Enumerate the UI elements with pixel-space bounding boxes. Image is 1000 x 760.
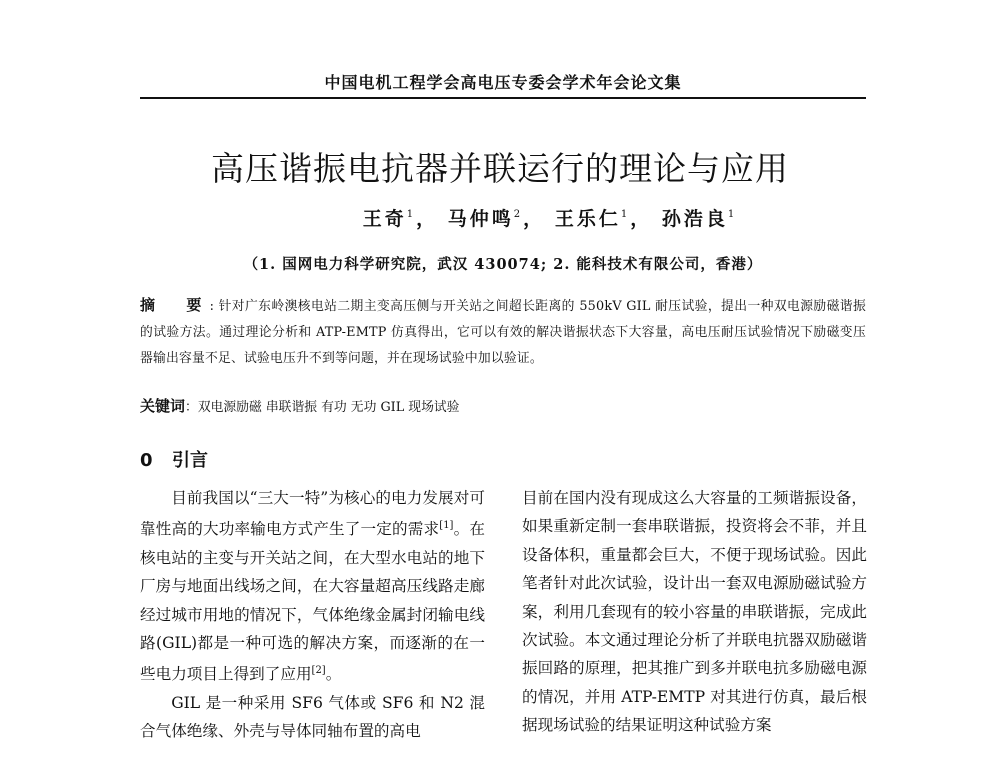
author-name: 马仲鸣 <box>447 208 514 230</box>
abstract: 摘 要: 针对广东岭澳核电站二期主变高压侧与开关站之间超长距离的 550kV GIL 耐压试验，提出一种双电源励磁谐振的试验方法。通过理论分析和 ATP-EMTP 仿真得出，它可以有效的解决谐振状态下大容量，高电压耐压试验情况下励磁变压器输出容量不足、试验电压升不到等问题，并在现场试验中加以验证。 <box>140 296 866 366</box>
section-heading <box>140 446 208 472</box>
section-number: 0 <box>140 450 153 471</box>
body-paragraph <box>140 484 485 689</box>
section-title: 引言 <box>172 450 208 471</box>
author-list <box>300 204 800 231</box>
citation-ref: [2] <box>311 665 326 677</box>
author-affil-mark: 2 <box>513 209 524 220</box>
author-affil-mark: 1 <box>727 209 738 220</box>
author-separator: ， <box>416 208 439 230</box>
author-name: 孙浩良 <box>661 208 728 230</box>
abstract-label: 摘 要 <box>140 296 210 314</box>
body-column-right <box>522 484 867 740</box>
running-header: 中国电机工程学会高电压专委会学术年会论文集 <box>324 73 682 92</box>
affiliations: （1. 国网电力科学研究院，武汉 430074; 2. 能科技术有限公司，香港） <box>243 256 763 273</box>
body-text: 。 <box>325 665 342 684</box>
author-name: 王乐仁 <box>554 208 621 230</box>
body-column-left <box>140 484 485 746</box>
paper-title: 高压谐振电抗器并联运行的理论与应用 <box>211 149 789 188</box>
keywords-label: 关键词 <box>140 397 186 415</box>
header-rule <box>140 97 866 99</box>
body-text: 目前我国以“三大一特”为核心的电力发展对可靠性高的大功率输电方式产生了一定的需求 <box>140 489 485 539</box>
author-separator: ， <box>630 208 653 230</box>
body-paragraph: GIL 是一种采用 SF6 气体或 SF6 和 N2 混合气体绝缘、外壳与导体同轴布置的高电 <box>140 693 485 741</box>
abstract-text: 针对广东岭澳核电站二期主变高压侧与开关站之间超长距离的 550kV GIL 耐压试验，提出一种双电源励磁谐振的试验方法。通过理论分析和 ATP-EMTP 仿真得出，它可以有效的解决谐振状态下大容量，高电压耐压试验情况下励磁变压器输出容量不足、试验电压升不到等问题，并在现场试验中加以验证。 <box>140 299 866 366</box>
author-separator: ， <box>523 208 546 230</box>
keywords: 关键词：双电源励磁 串联谐振 有功 无功 GIL 现场试验 <box>140 397 460 415</box>
body-paragraph: 目前在国内没有现成这么大容量的工频谐振设备，如果重新定制一套串联谐振，投资将会不菲，并且设备体积，重量都会巨大，不便于现场试验。因此笔者针对此次试验，设计出一套双电源励磁试验方案，利用几套现有的较小容量的串联谐振，完成此次试验。本文通过理论分析了并联电抗器双励磁谐振回路的原理，把其推广到多并联电抗多励磁电源的情况，并用 ATP-EMTP 对其进行仿真，最后根据现场试验的结果证明这种试验方案 <box>522 489 867 735</box>
author-affil-mark: 1 <box>620 209 631 220</box>
body-text: 。在核电站的主变与开关站之间，在大型水电站的地下厂房与地面出线场之间，在大容量超高压线路走廊经过城市用地的情况下，气体绝缘金属封闭输电线路(GIL)都是一种可选的解决方案，而逐渐的在一些电力项目上得到了应用 <box>140 520 485 684</box>
author-name: 王奇 <box>362 208 407 230</box>
keywords-text: 双电源励磁 串联谐振 有功 无功 GIL 现场试验 <box>197 400 460 415</box>
author-affil-mark: 1 <box>406 209 417 220</box>
citation-ref: [1] <box>439 520 454 532</box>
